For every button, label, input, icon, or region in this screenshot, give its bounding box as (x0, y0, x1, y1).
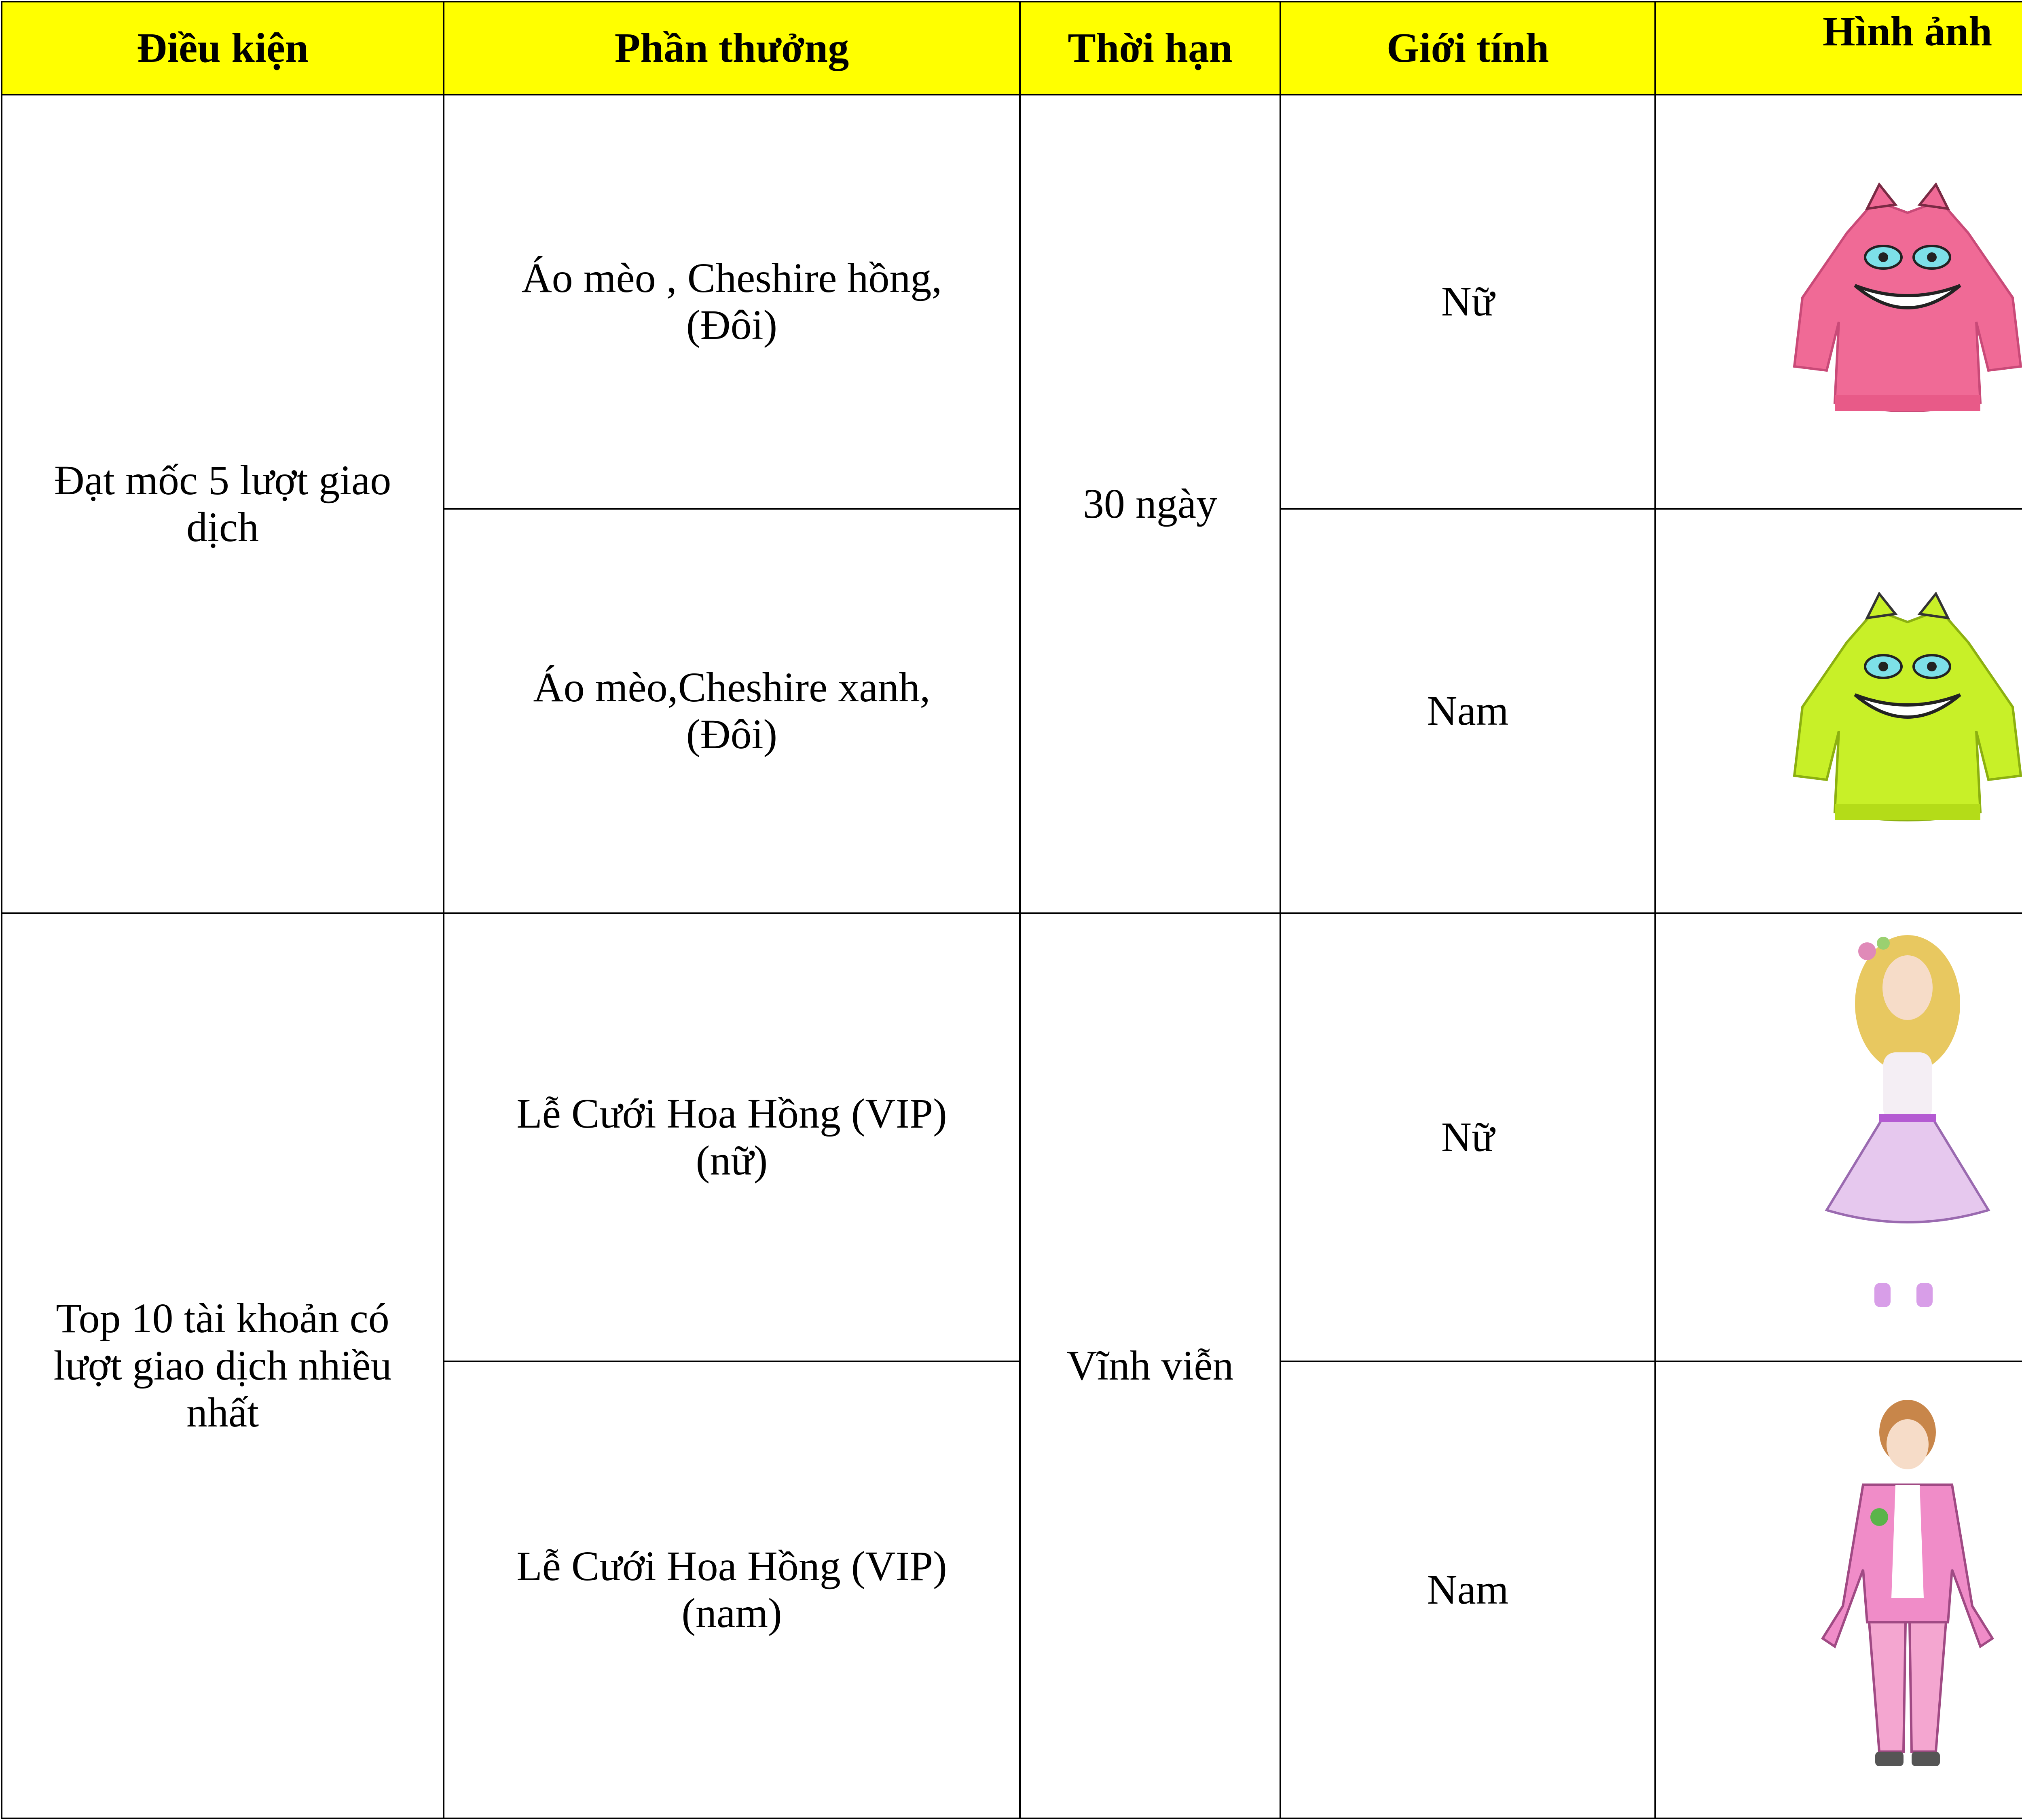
image-cell (1655, 509, 2022, 913)
duration-cell: Vĩnh viễn (1020, 913, 1280, 1818)
rewards-table (1, 1, 2022, 1819)
header-row (2, 2, 2022, 95)
reward-cell: Áo mèo,Cheshire xanh,(Đôi) (444, 509, 1020, 913)
image-cell (1655, 1361, 2022, 1818)
header-reward: Phần thưởng (444, 2, 1020, 95)
reward-cell: Lễ Cưới Hoa Hồng (VIP) (nam) (444, 1361, 1020, 1818)
green-cat-sweater-image (1786, 586, 2022, 836)
image-cell (1655, 95, 2022, 509)
table-row (2, 913, 2022, 1361)
header-duration: Thời hạn (1020, 2, 1280, 95)
reward-cell: Lễ Cưới Hoa Hồng (VIP) (nữ) (444, 913, 1020, 1361)
gender-cell: Nam (1280, 1361, 1655, 1818)
condition-cell: Top 10 tài khoản có lượt giao dịch nhiều nhất (2, 913, 444, 1818)
pink-cat-sweater-image (1786, 176, 2022, 427)
gender-cell: Nữ (1280, 913, 1655, 1361)
image-cell (1655, 913, 2022, 1361)
condition-cell: Đạt mốc 5 lượt giao dịch (2, 95, 444, 913)
gender-cell: Nữ (1280, 95, 1655, 509)
table-row (2, 95, 2022, 509)
header-gender: Giới tính (1280, 2, 1655, 95)
header-condition: Điều kiện (2, 2, 444, 95)
male-pink-suit-image (1802, 1396, 2013, 1784)
header-image: Hình ảnh (1655, 2, 2022, 95)
reward-cell: Áo mèo , Cheshire hồng,(Đôi) (444, 95, 1020, 509)
gender-cell: Nam (1280, 509, 1655, 913)
duration-cell: 30 ngày (1020, 95, 1280, 913)
female-wedding-outfit-image (1806, 927, 2009, 1348)
